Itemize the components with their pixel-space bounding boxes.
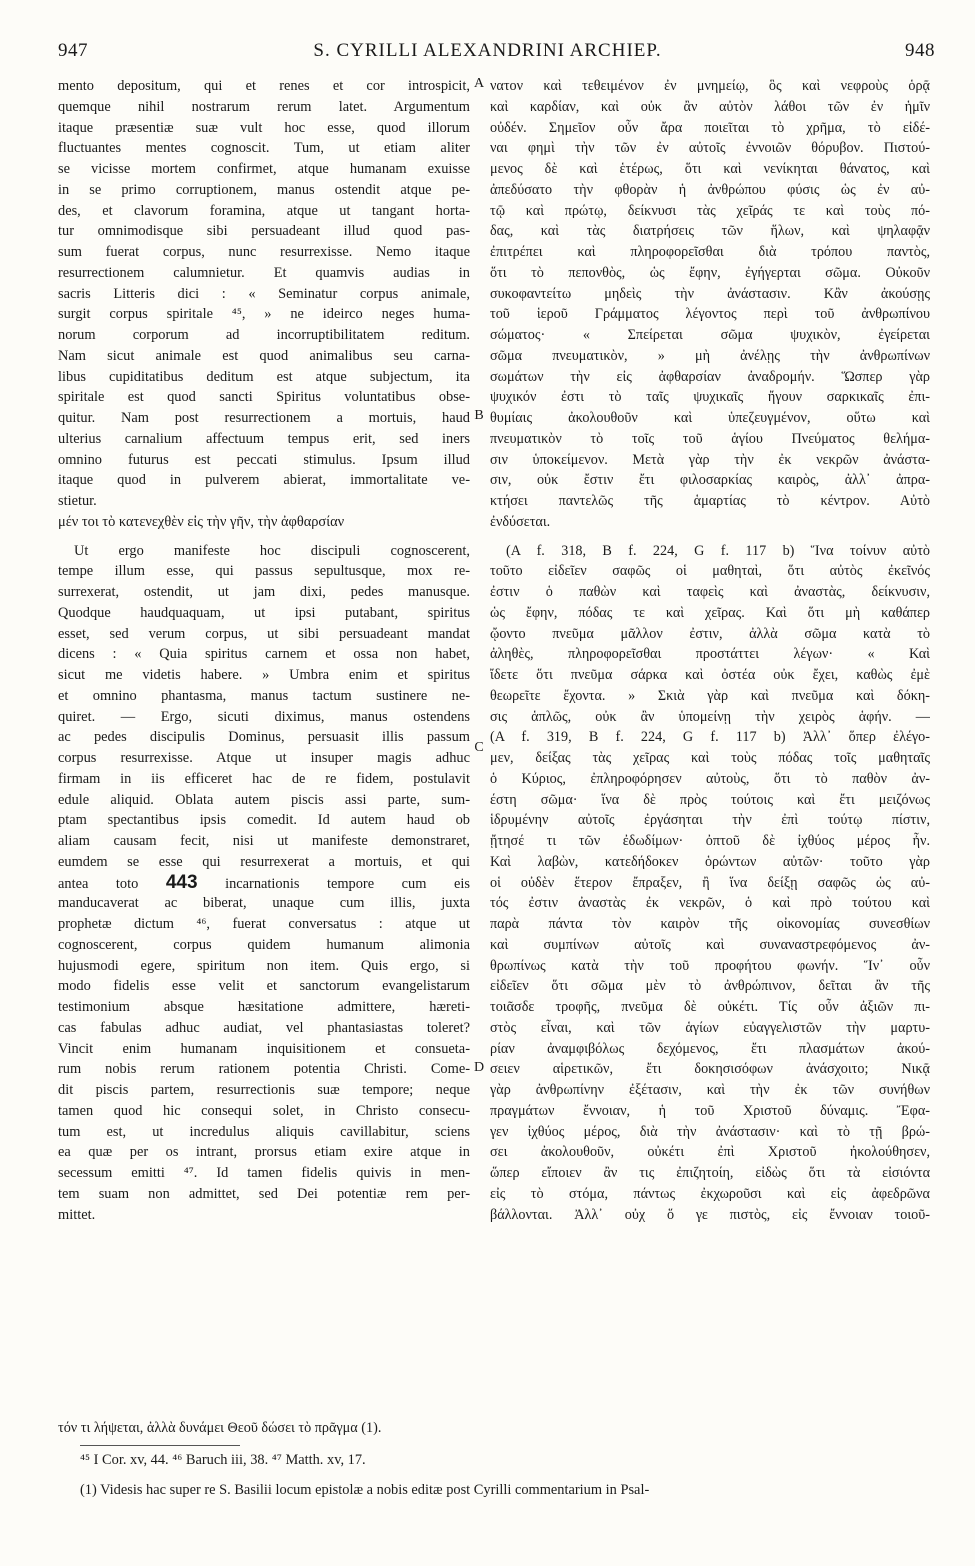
greek-line: νατον καὶ τεθειμένον ἐν μνημείῳ, ὃς καὶ νεφροὺς ὁρᾷ xyxy=(490,78,930,94)
greek-line: σις ἁπλῶς, οὐκ ἂν ὑπομείνῃ τὴν χειρὸς ἁφήν. — xyxy=(490,708,930,725)
greek-line: (A f. 319, B f. 224, G f. 117 b) Ἀλλ᾽ ὅπερ ἐλέγο- xyxy=(490,729,930,746)
greek-line: σωμάτων τὴν εἰς ἀφθαρσίαν ἀναδρομήν. Ὥσπερ γὰρ xyxy=(490,368,930,385)
greek-line: ᾤοντο πνεῦμα μᾶλλον ἐστιν, ἀλλὰ σῶμα κατὰ τὸ xyxy=(490,625,930,642)
latin-line-443-post: incarnationis tempore cum eis xyxy=(225,875,470,892)
latin-line: cognoscerent, corpus quidem humanum alimonia xyxy=(58,936,470,953)
greek-line: τός ἐστιν ἀναστὰς ἐκ νεκρῶν, ὁ καὶ πρὸ τούτου καὶ xyxy=(490,895,930,912)
section-marker-b: B xyxy=(474,408,484,423)
greek-line: ἀληθὲς, πληροφορεῖσθαι προστάττει λέγων· « Καὶ xyxy=(490,646,930,663)
greek-line: τοῦ ἱεροῦ Γράμματος λέγοντος περὶ τοῦ ἀνθρωπίνου xyxy=(490,306,930,323)
greek-line: γὰρ ἀνθρωπίνην ἐξέτασιν, καὶ τὴν ἐκ τῶν συνήθων xyxy=(490,1082,930,1098)
greek-line: τοιᾶσδε τροφῆς, πνεῦμα δὲ οὐκέτι. Τίς οὖν ἀξιῶν πι- xyxy=(490,999,930,1015)
greek-line: ὥπερ εἴποιεν ἂν τις ἐπιζητοίη, εἰδὼς ὅτι τὰ εἰσιόντα xyxy=(490,1165,930,1181)
running-header xyxy=(0,40,975,68)
greek-line: εἰς τὸ στόμα, πάντως ἐκχωροῦσι καὶ εἰς ἀφεδρῶνα xyxy=(490,1185,930,1202)
latin-line: cas fabulas adhuc audiat, vel phantasiastas toleret? xyxy=(58,1019,470,1036)
latin-line: secessum emitti ⁴⁷. Id tamen fidelis quivis in men- xyxy=(58,1165,470,1181)
greek-line: ρίαν ἀναμφιβόλως δεχόμενος, ἔτι πλασμάτων ἀκού- xyxy=(490,1040,930,1057)
greek-line: τῷ καὶ πρώτῳ, δείκνυσι τὰς χεῖράς τε καὶ τοὺς πό- xyxy=(490,202,930,219)
latin-line: ulterius carnalium affectuum tempus erit, sed iners xyxy=(58,430,470,447)
section-marker-c: C xyxy=(474,740,484,755)
latin-line: in se primo corruptionem, manus ostendit atque pe- xyxy=(58,181,470,198)
section-marker-a: A xyxy=(473,76,485,91)
latin-line: itaque præsentiæ suæ vult hoc esse, quod illorum xyxy=(58,119,470,136)
greek-line: ὡς ἔφην, πόδας τε καὶ χεῖρας. Καὶ ὅτι μὴ καθάπερ xyxy=(490,604,930,621)
latin-line: rum nobis rerum rationem potentia Christi. Come- xyxy=(58,1061,470,1078)
latin-line: ptam spectantibus ipsis comedit. Id autem haud ob xyxy=(58,812,470,829)
latin-line: firmam in iis efficeret hac de re fidem, postulavit xyxy=(58,770,470,787)
greek-line: σιν ὑποκείμενον. Μετὰ γὰρ τὴν ἐκ νεκρῶν ἀνάστα- xyxy=(490,451,930,468)
greek-line: εἰδεῖεν ὅτι σῶμα μὲν τὸ ἀνθρώπινον, δεῖται ἂν τῆς xyxy=(490,978,930,995)
column-number-443: 443 xyxy=(165,872,198,893)
greek-line: ᾔτησέ τι τῶν ἐδωδίμων· ὀπτοῦ δὲ ἰχθύος μέρος ἦν. xyxy=(490,833,930,849)
greek-line: πραγμάτων ἔννοιαν, ἡ τοῦ Χριστοῦ δύναμις. Ἔφα- xyxy=(490,1102,930,1119)
greek-bridge-line: τόν τι λήψεται, ἀλλὰ δυνάμει Θεοῦ δώσει τὸ πρᾶγμα (1). xyxy=(58,1420,382,1436)
latin-line: manducaverat ac biberat, unaque cum illis, juxta xyxy=(58,895,470,912)
latin-line: esset, sed verum corpus, ut sibi persuadeant mandat xyxy=(58,625,470,642)
greek-line: ἴδετε ὅτι πνεῦμα σάρκα καὶ ὀστέα οὐκ ἔχει, καθὼς ἐμὲ xyxy=(490,667,930,683)
latin-line: Vincit enim humanam inquisitionem et consueta- xyxy=(58,1040,470,1057)
greek-line: σῶμα πνευματικὸν, » μὴ ἀνέλῃς τὴν ἀνθρωπίνων xyxy=(490,347,930,364)
greek-line: θεωρεῖτε ἔχοντα. » Σκιὰ γὰρ καὶ πνεῦμα καὶ δόκη- xyxy=(490,687,930,704)
greek-line: γεν ἰχθύος μέρος, διὰ τὴν ἀνάστασιν· καὶ τὸ τῇ βρώ- xyxy=(490,1123,930,1140)
latin-line: sicut me videtis habere. » Umbra enim et spiritus xyxy=(58,667,470,683)
latin-line: dit piscis partem, resurrectionis suæ tempore; neque xyxy=(58,1082,470,1098)
latin-line: fluctuantes mentes cognoscit. Tum, ut etiam aliter xyxy=(58,140,470,157)
greek-line: ὅτι τὸ πεπονθὸς, ὡς ἔφην, ἐγήγερται σῶμα. Οὐκοῦν xyxy=(490,264,930,281)
latin-line: tum est, ut incredulus aliquis cavillabitur, sciens xyxy=(58,1123,470,1140)
greek-line: (A f. 318, B f. 224, G f. 117 b) Ἵνα τοίνυν αὐτὸ xyxy=(506,542,930,559)
latin-line: quemque nihil nostrarum rerum latet. Argumentum xyxy=(58,98,470,115)
latin-line: aliam causam fecit, nisi ut manifeste demonstraret, xyxy=(58,833,470,849)
latin-line: libus cupiditatibus deditum est atque subjectum, ita xyxy=(58,368,470,385)
latin-line: eumdem se esse qui resurrexerat a mortuis, et qui xyxy=(58,853,470,870)
page-number-left: 947 xyxy=(58,40,88,61)
footnote-1: (1) Videsis hac super re S. Basilii locum epistolæ a nobis editæ post Cyrilli commentarium in Psal- xyxy=(80,1482,650,1498)
greek-line: μενος δὲ καὶ ἑτέρως, ὅτι καὶ νενίκηται θάνατος, καὶ xyxy=(490,161,930,177)
latin-line: edule aliquid. Oblata autem piscis assi parte, sum- xyxy=(58,791,470,808)
greek-line: σώματος· « Σπείρεται σῶμα ψυχικὸν, ἐγείρεται xyxy=(490,327,930,343)
greek-line: καὶ συμπίνων αὐτοῖς καὶ συναναστρεφόμενος ἀν- xyxy=(490,936,930,953)
latin-line: Nam sicut animale est quod animalibus seu carna- xyxy=(58,347,470,364)
greek-line: καὶ καρδίαν, καὶ οὐκ ἂν αὐτὸν λάθοι τῶν ἐν ἡμῖν xyxy=(490,98,930,115)
greek-line: οὐδέν. Σημεῖον οὖν ἄρα ποιεῖται τὸ χρῆμα, τὸ εἰδέ- xyxy=(490,119,930,136)
greek-line: έστη σῶμα· ἵνα δὲ πρὸς τούτοις καὶ ἔτι μειζόνως xyxy=(490,791,930,808)
latin-line: tur omnimodisque sibi persuadeant illud quod pas- xyxy=(58,223,470,240)
greek-line: ἐστιν ὁ παθὼν καὶ ταφεὶς καὶ ἀναστὰς, δείκνυσιν, xyxy=(490,584,930,600)
latin-line: tempe illum esse, qui passus sepultusque, mox re- xyxy=(58,563,470,580)
latin-line: norum corporum ad incorruptibilitatem reditum. xyxy=(58,327,470,343)
latin-greek-tail: μέν τοι τὸ κατενεχθὲν εἰς τὴν γῆν, τὴν ἀφθαρσίαν xyxy=(58,513,345,530)
latin-line: quitur. Nam post resurrectionem a mortuis, haud xyxy=(58,410,470,426)
greek-line: βάλλονται. Ἀλλ᾽ οὐχ ὅ γε πιστὸς, εἰς ἔννοιαν τοιοῦ- xyxy=(490,1206,930,1223)
latin-line: spiritale est quod sancti Spiritus voluntatibus obse- xyxy=(58,389,470,406)
latin-line: mento depositum, qui et renes et cor introspicit, xyxy=(58,78,470,94)
greek-line: θρωπίνως κατὰ τὴν τοῦ προφήτου φωνήν. Ἵν᾽ οὖν xyxy=(490,957,930,974)
latin-line: tem suam non admittet, sed Dei potentiæ rem per- xyxy=(58,1185,470,1202)
latin-line: sacris Litteris dici : « Seminatur corpus animale, xyxy=(58,285,470,302)
latin-column xyxy=(58,76,470,1225)
latin-line: itaque quod in pulverem abierat, immortalitate ve- xyxy=(58,472,470,489)
greek-line: ναι φημὶ τὴν τῶν ἐν αὐτοῖς ἐννοιῶν θόρυβον. Πιστού- xyxy=(490,140,930,157)
latin-line: prophetæ dictum ⁴⁶, fuerat conversatus : atque ut xyxy=(58,916,470,932)
greek-line: ἐπιτρέπει καὶ πληροφορεῖσθαι διὰ τρόπου παντὸς, xyxy=(490,244,930,260)
latin-line: et omnino phantasma, manus tactum sustinere ne- xyxy=(58,687,470,704)
latin-line: surgit corpus spiritale ⁴⁵, » ne ideirco neges huma- xyxy=(58,306,470,323)
latin-line: se vicisse mortem confirmet, atque humanam exuisse xyxy=(58,161,470,177)
latin-line: ea quæ per os intrant, prorsus etiam exire atque in xyxy=(58,1144,470,1161)
latin-line: sum fuerat corpus, nunc resurrexisse. Nemo itaque xyxy=(58,244,470,260)
latin-line: tamen quod hic consequi solet, in Christo consecu- xyxy=(58,1102,470,1119)
greek-line: στὸς εἶναι, καὶ τῶν ἁγίων εὐαγγελιστῶν τὴν μαρτυ- xyxy=(490,1019,930,1036)
greek-line: θυμίαις ἀκολουθοῦν καὶ ὑπεζευγμένον, οὕτω καὶ xyxy=(490,410,930,426)
latin-line: omnino futurus est peccati stimulus. Ipsum illud xyxy=(58,451,470,468)
latin-line: surrexerat, ostendit, ut jam dixi, pedes manusque. xyxy=(58,584,470,600)
greek-line: οἱ οὐδὲν ἕτερον ἔπραξεν, ἢ ἵνα δείξῃ σαφῶς ὡς αὐ- xyxy=(490,874,930,891)
latin-line: ac pedes discipulis Dominus, persuasit illis passum xyxy=(58,729,470,746)
greek-column xyxy=(490,76,930,1225)
footnotes: ⁴⁵ I Cor. xv, 44. ⁴⁶ Baruch iii, 38. ⁴⁷ Matth. xv, 17. xyxy=(80,1452,366,1468)
greek-line: Καὶ λαβὼν, κατεδήδοκεν ὁρώντων αὐτῶν· τοῦτο γὰρ xyxy=(490,853,930,870)
latin-line: Quodque haudquaquam, ut ipsi putabant, spiritus xyxy=(58,604,470,621)
latin-line: hujusmodi egere, spiritum non item. Quis ergo, si xyxy=(58,957,470,974)
greek-line: ψυχικόν ἐστι τὸ ταῖς ψυχικαῖς ἤγουν σαρκικαῖς ἐπι- xyxy=(490,389,930,406)
latin-line-443 xyxy=(58,873,470,894)
greek-line: μεν, δείξας τὰς χεῖρας καὶ τοὺς πόδας τοῖς μαθηταῖς xyxy=(490,750,930,766)
latin-line: des, et clavorum foramina, atque ut tangant horta- xyxy=(58,202,470,219)
latin-line: testimonium absque hæsitatione admittere, hæreti- xyxy=(58,999,470,1015)
greek-line: συκοφαντείτω μηδεὶς τὴν ἀνάστασιν. Κἂν ἀκούσῃς xyxy=(490,285,930,302)
greek-line: σει ἀκολουθοῦν, οὐκέτι ἐπὶ Χριστοῦ ἠκολούθησεν, xyxy=(490,1144,930,1161)
latin-line: resurrectionem calumnietur. Et quamvis audias in xyxy=(58,264,470,281)
footnote-rule xyxy=(80,1445,240,1446)
latin-line-443-pre: antea toto xyxy=(58,875,139,892)
latin-line: stietur. xyxy=(58,493,97,509)
latin-line: quiret. — Ergo, sicuti diximus, manus ostendens xyxy=(58,708,470,725)
latin-line: modo fidelis esse velit et sanctorum evangelistarum xyxy=(58,978,470,995)
greek-line: ἀπεδύσατο τὴν φθορὰν ἡ ἀνθρώπου φύσις ὡς ἐν αὐ- xyxy=(490,181,930,198)
latin-line: mittet. xyxy=(58,1206,96,1223)
greek-line: τοῦτο εἰδεῖεν σαφῶς οἱ μαθηταὶ, ὅτι αὐτὸς ἐκεῖνός xyxy=(490,563,930,580)
latin-line: dicens : « Quia spiritus carnem et ossa non habet, xyxy=(58,646,470,663)
greek-line: παρὰ πάντα τὸν καιρὸν τῆς οἰκονομίας συνεσθίων xyxy=(490,916,930,932)
latin-line: Ut ergo manifeste hoc discipuli cognoscerent, xyxy=(74,542,470,559)
greek-line: δας, καὶ τὰς διατρήσεις τῶν ἥλων, καὶ ψηλαφᾷν xyxy=(490,223,930,240)
page-number-right: 948 xyxy=(905,40,935,61)
greek-line: σιν, οὐκ ἔστιν ἔτι φιλοσαρκίας καιρὸς, ἀλλ᾽ ἀπρα- xyxy=(490,472,930,489)
greek-line: ὁ Κύριος, ἐπληροφόρησεν αὐτοὺς, ὅτι τὸ παθὸν ἀν- xyxy=(490,770,930,787)
section-marker-d: D xyxy=(473,1060,485,1075)
latin-line: corpus resurrexisse. Atque ut insuper magis adhuc xyxy=(58,750,470,766)
greek-line: ἐνδύσεται. xyxy=(490,513,551,530)
greek-line: πνευματικὸν τὸ τοῖς τοῦ ἁγίου Πνεύματος θελήμα- xyxy=(490,430,930,447)
running-title: S. CYRILLI ALEXANDRINI ARCHIEP. xyxy=(313,40,662,61)
greek-line: ἱδρυμένην αὐτοῖς ἐργάσηται τὴν ἐπὶ τούτῳ πίστιν, xyxy=(490,812,930,829)
greek-line: κτήσει παντελῶς τῆς ἁμαρτίας τὸ κέντρον. Αὐτὸ xyxy=(490,493,930,509)
greek-line: σειεν αἱρετικῶν, ἔτι δοκησισόφων ἀνάσχοιτο; Νικᾷ xyxy=(490,1061,930,1078)
